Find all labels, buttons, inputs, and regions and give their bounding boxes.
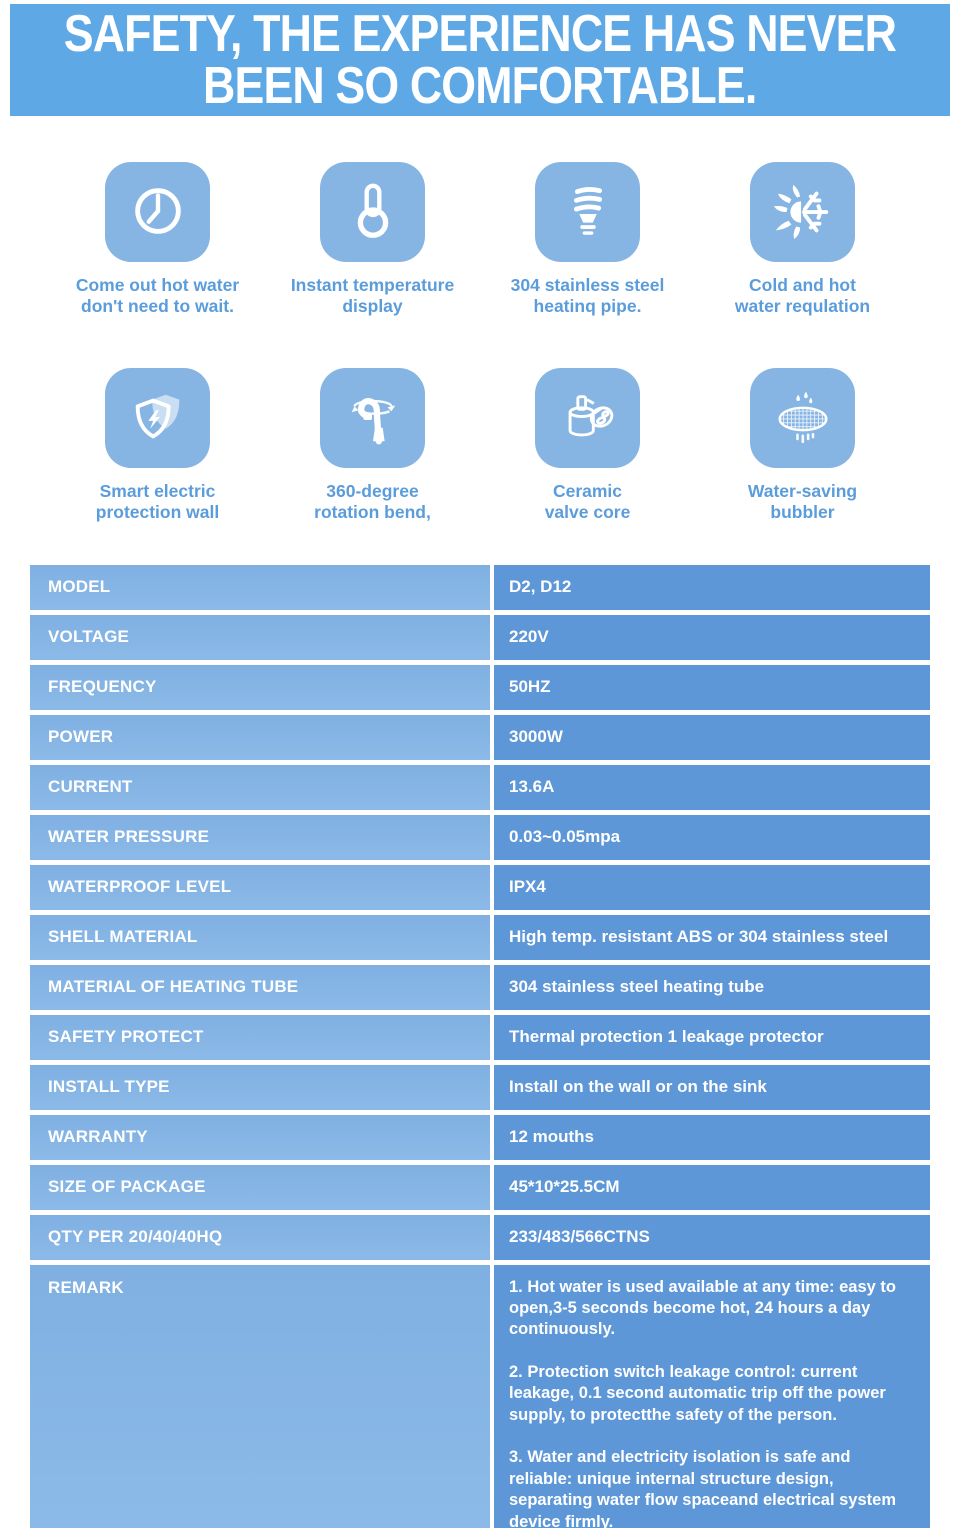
table-row-model xyxy=(30,565,930,610)
feature-cold-hot-regulation xyxy=(695,162,910,316)
table-row-shell-material xyxy=(30,915,930,960)
spec-label: WATERPROOF LEVEL xyxy=(30,865,490,910)
feature-tile xyxy=(105,162,210,262)
spec-label: FREQUENCY xyxy=(30,665,490,710)
spec-value: Thermal protection 1 leakage protector xyxy=(494,1015,930,1060)
feature-instant-hot-water xyxy=(50,162,265,316)
remark-paragraph-2: 2. Protection switch leakage control: current leakage, 0.1 second automatic trip off the power supply, to protectthe safety of the person. xyxy=(509,1362,886,1424)
spec-value: 220V xyxy=(494,615,930,660)
table-row-water-pressure xyxy=(30,815,930,860)
table-row-safety-protect xyxy=(30,1015,930,1060)
spec-label: SAFETY PROTECT xyxy=(30,1015,490,1060)
table-row-package-size xyxy=(30,1165,930,1210)
spec-label: SIZE OF PACKAGE xyxy=(30,1165,490,1210)
table-row-warranty xyxy=(30,1115,930,1160)
table-row-waterproof-level xyxy=(30,865,930,910)
spec-label: WATER PRESSURE xyxy=(30,815,490,860)
remark-paragraph-3: 3. Water and electricity isolation is safe and reliable: unique internal structure design, separating water flow spaceand electrical system device firmly. xyxy=(509,1448,897,1531)
spec-table xyxy=(30,565,930,1531)
feature-tile xyxy=(750,368,855,468)
feature-caption: Ceramic valve core xyxy=(544,481,631,522)
spec-label: MODEL xyxy=(30,565,490,610)
feature-caption: Water-saving bubbler xyxy=(747,481,858,522)
spec-label: REMARK xyxy=(30,1265,490,1528)
feature-heating-pipe xyxy=(480,162,695,316)
spec-value: 0.03~0.05mpa xyxy=(494,815,930,860)
shield-lightning-icon xyxy=(127,387,189,449)
remark-paragraph-1: 1. Hot water is used available at any time: easy to open,3-5 seconds become hot, 24 hours a day continuously. xyxy=(509,1277,896,1339)
feature-caption: Instant temperature display xyxy=(290,275,455,316)
spec-value: 12 mouths xyxy=(494,1115,930,1160)
page-title-line1: SAFETY, THE EXPERIENCE HAS NEVER xyxy=(63,5,897,63)
spec-value: 304 stainless steel heating tube xyxy=(494,965,930,1010)
spec-value: Install on the wall or on the sink xyxy=(494,1065,930,1110)
feature-caption: Cold and hot water requlation xyxy=(734,275,871,316)
spec-label: SHELL MATERIAL xyxy=(30,915,490,960)
rotating-faucet-icon xyxy=(342,387,404,449)
spec-value: 45*10*25.5CM xyxy=(494,1165,930,1210)
spec-value: 50HZ xyxy=(494,665,930,710)
spec-label: WARRANTY xyxy=(30,1115,490,1160)
spec-value: 233/483/566CTNS xyxy=(494,1215,930,1260)
clock-icon xyxy=(127,181,189,243)
feature-electric-protection xyxy=(50,368,265,522)
spec-label: MATERIAL OF HEATING TUBE xyxy=(30,965,490,1010)
water-bubbler-icon xyxy=(772,387,834,449)
spec-value: 13.6A xyxy=(494,765,930,810)
feature-tile xyxy=(105,368,210,468)
spec-label: POWER xyxy=(30,715,490,760)
feature-water-saving-bubbler xyxy=(695,368,910,522)
header-banner xyxy=(10,4,950,116)
feature-caption: Come out hot water don't need to wait. xyxy=(75,275,240,316)
spec-value: 3000W xyxy=(494,715,930,760)
spec-value: D2, D12 xyxy=(494,565,930,610)
feature-caption: 304 stainless steel heatinq pipe. xyxy=(510,275,665,316)
spec-label: QTY PER 20/40/40HQ xyxy=(30,1215,490,1260)
table-row-heating-tube-material xyxy=(30,965,930,1010)
sun-snowflake-icon xyxy=(772,181,834,243)
feature-ceramic-valve xyxy=(480,368,695,522)
remark-text xyxy=(494,1265,930,1531)
spec-value: IPX4 xyxy=(494,865,930,910)
feature-tile xyxy=(320,368,425,468)
feature-grid xyxy=(50,162,910,523)
table-row-frequency xyxy=(30,665,930,710)
feature-tile xyxy=(750,162,855,262)
feature-temperature-display xyxy=(265,162,480,316)
table-row-qty-per-container xyxy=(30,1215,930,1260)
feature-caption: Smart electric protection wall xyxy=(95,481,220,522)
feature-tile xyxy=(535,162,640,262)
feature-rotation-bend xyxy=(265,368,480,522)
page-title-line2: BEEN SO COMFORTABLE. xyxy=(203,57,757,115)
table-row-voltage xyxy=(30,615,930,660)
feature-tile xyxy=(320,162,425,262)
table-row-remark xyxy=(30,1265,930,1531)
table-row-power xyxy=(30,715,930,760)
table-row-install-type xyxy=(30,1065,930,1110)
heating-pipe-icon xyxy=(557,181,619,243)
spec-value: High temp. resistant ABS or 304 stainless steel xyxy=(494,915,930,960)
ceramic-valve-icon xyxy=(557,387,619,449)
feature-caption: 360-degree rotation bend, xyxy=(314,481,431,522)
spec-label: CURRENT xyxy=(30,765,490,810)
spec-label: VOLTAGE xyxy=(30,615,490,660)
thermometer-icon xyxy=(342,181,404,243)
spec-label: INSTALL TYPE xyxy=(30,1065,490,1110)
feature-tile xyxy=(535,368,640,468)
table-row-current xyxy=(30,765,930,810)
